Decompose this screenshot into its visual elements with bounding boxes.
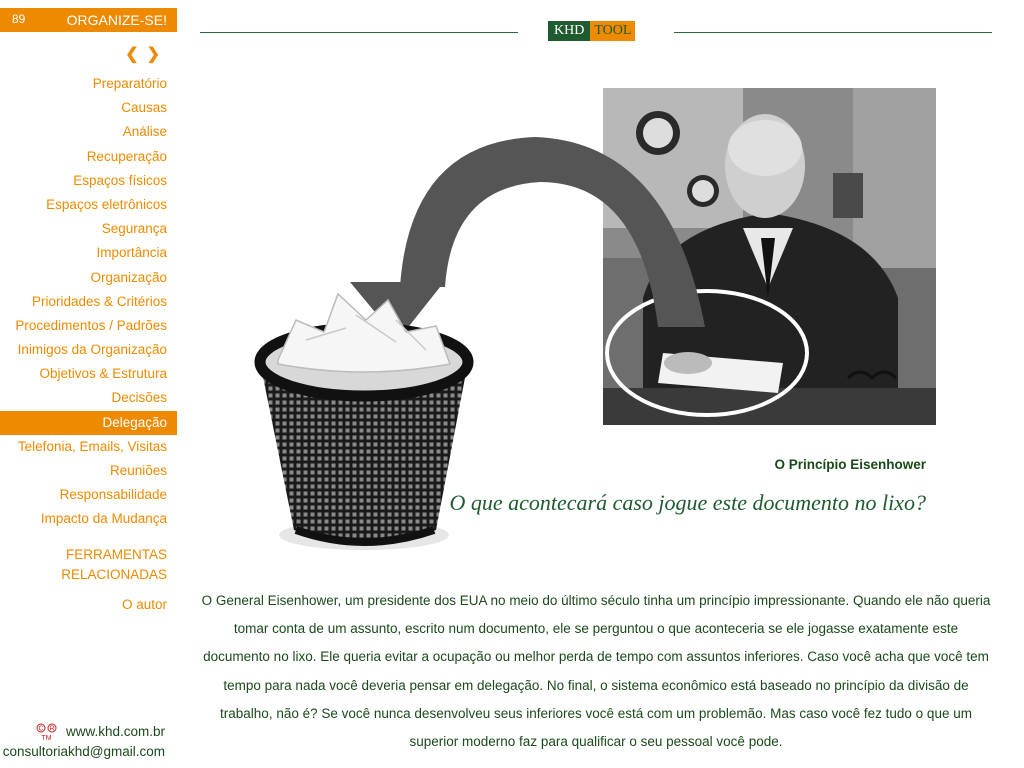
nav-item-inimigos[interactable]: Inimigos da Organização [17,342,167,358]
nav-item-reunioes[interactable]: Reuniões [109,463,167,478]
email-link[interactable]: consultoriakhd@gmail.com [2,743,165,759]
footer-contact [0,722,177,761]
header-divider-right [674,32,992,33]
author-link[interactable]: O autor [121,597,167,612]
nav-item-espacos-fisicos[interactable]: Espaços físicos [73,172,167,188]
nav-item-prioridades[interactable]: Prioridades & Critérios [31,293,167,309]
nav-item-delegacao[interactable]: Delegação [0,411,177,435]
page-nav-arrows [125,44,168,64]
nav-item-responsabilidade[interactable]: Responsabilidade [59,487,167,503]
nav-item-procedimentos[interactable]: Procedimentos / Padrões [15,317,167,333]
nav-item-objetivos[interactable]: Objetivos & Estrutura [39,366,167,382]
sidebar-nav [0,72,177,532]
section-title: ORGANIZE-SE! [66,12,167,28]
nav-item-preparatorio[interactable]: Preparatório [92,76,167,91]
nav-item-analise[interactable]: Análise [122,124,167,140]
nav-item-telefonia[interactable]: Telefonia, Emails, Visitas [17,438,167,454]
copyright-trademark-icon [36,723,58,741]
header-divider-left [200,32,518,33]
page-number: 89 [12,12,26,26]
nav-item-impacto[interactable]: Impacto da Mudança [40,511,167,527]
mark-r: R [49,725,55,733]
nav-item-causas[interactable]: Causas [121,100,167,116]
nav-item-decisoes[interactable]: Decisões [111,390,167,406]
related-tools-line2: RELACIONADAS [61,566,167,582]
nav-item-recuperacao[interactable]: Recuperação [86,148,167,164]
principle-question: O que acontecará caso jogue este documento no lixo? [449,490,926,515]
page-header-tab [0,8,177,32]
nav-item-espacos-eletronicos[interactable]: Espaços eletrônicos [46,196,167,212]
body-paragraph: O General Eisenhower, um presidente dos EUA no meio do último século tinha um princípio impressionante. Quando ele não queria tomar conta de um assunto, escrito num documento, ele se perguntou o que aconteceria se ele jogasse exatamente este documento no lixo. Ele queria evitar a ocupação ou melhor perda de tempo com assuntos inferiores. Caso você acha que você tem tempo para nada você deveria pensar em delegação. No final, o sistema econômico está baseado no princípio da divisão de trabalho, não é? Se você nunca desenvolveu seus inferiores você está com um problemão. Mas caso você fez tudo o que um superior moderno faz para qualificar o seu pessoal você pode. [201,593,991,750]
trash-can-icon [246,280,481,560]
related-tools-link[interactable] [0,545,177,584]
prev-page-icon[interactable]: ❮ [125,46,147,63]
mark-c: C [38,725,44,733]
principle-caption: O Princípio Eisenhower [774,457,926,472]
next-page-icon[interactable]: ❯ [146,46,168,63]
nav-item-organizacao[interactable]: Organização [90,269,167,285]
related-tools-line1: FERRAMENTAS [65,547,167,562]
logo-tool: TOOL [590,21,635,41]
logo-khd: KHD [548,21,590,41]
mark-tm: TM [41,735,52,742]
nav-item-importancia[interactable]: Importância [96,245,167,261]
website-link[interactable]: www.khd.com.br [65,724,165,739]
khd-tool-logo [548,21,635,41]
nav-item-seguranca[interactable]: Segurança [101,221,167,237]
